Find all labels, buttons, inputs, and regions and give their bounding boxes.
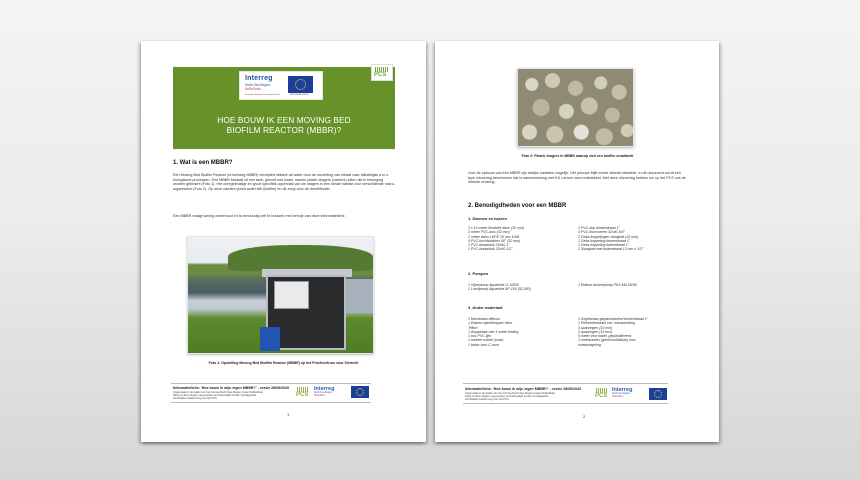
list-item: 1 Geka-koppeling binnendraad 1" — [578, 238, 631, 243]
photo-plastic-carriers — [517, 68, 634, 147]
footer-divider-bottom — [171, 402, 371, 403]
eu-label: EUROPEAN UNION — [290, 94, 309, 96]
list-item: 2 meter darm LDPE 15 mm 10x8 — [468, 234, 520, 239]
intro-paragraph: Een Moving Bed Biofilm Reactor (of kortweg MBBR) verwijdert stikstof uit water door de omzetting van nitraat naar stikstofgas d.m.v. biologische processen. Een MBBR bestaat uit een tank, gevuld met water, waarin plastic dragers (carriers) zitten die in beweging worden gebracht (Foto 1). Het onregelmatige en groot specifiek oppervlak van de dragers is een ideale habitat voor verschillende micro-organismen (Foto 2). Op deze carriers groeit actief slib (biofilm) en dit zorgt voor de denitrificatie. — [173, 173, 395, 191]
footer-pcs-logo — [296, 387, 310, 400]
footer-interreg-region: North Sea Region — [314, 392, 333, 394]
footer-title: Informatiefiche: 'Hoe bouw ik mijn eigen MBBR?' - versie 28/05/2020 — [465, 387, 582, 391]
list-item: 1 Geka-koppeling buitendraad 1" — [578, 243, 630, 248]
list-item: 1 bus PVC-lijm — [468, 334, 492, 339]
document-page-2 — [435, 41, 719, 442]
list-item: 1 PVC-dop binnendraad 1" — [578, 226, 620, 230]
list-item: 1 bidon voor C-bron — [468, 342, 499, 347]
footer-interreg-region: North Sea Region — [612, 393, 631, 395]
design-paragraph: Voor de opbouw van een MBBR zijn talrijke variaties mogelijk. Het principe blijft echter steeds hetzelfde. In dit document wordt één type uitvoering beschreven dat in samenwerking met KU Leuven werd ontwikkeld. Met deze uitvoering hebben we op het PCS ook de meeste ervaring. — [468, 171, 686, 185]
footer-interreg-project: NuReDrain — [612, 396, 624, 398]
footer-divider-top — [463, 383, 668, 384]
photo-1-caption: Foto 1: Opstelling Moving Bed Biofilm Reactor (MBBR) op het Proefcentrum voor Sierteelt — [208, 361, 359, 365]
list-item: 3 spanringen (32 mm) — [578, 325, 613, 330]
list-item: 3 meetsondes (geel/rood/blauw) voor — [578, 338, 636, 343]
list-item: 1 Slangtule met buitendraad 13 mm x 1/2" — [578, 247, 644, 252]
list-item: 4 PVC-doorvoeren 32x40-5/4" — [578, 230, 625, 235]
photo-2-caption: Foto 2: Plastic dragers in MBBR waarop zich een biofilm ontwikkelt — [521, 154, 634, 158]
footer-text — [173, 391, 263, 401]
footer-text — [465, 392, 555, 402]
list-item: niveauregeling — [578, 342, 601, 347]
footer-interreg-word: Interreg — [314, 386, 335, 392]
footer-divider-top — [171, 383, 371, 384]
pumps-list-left — [468, 283, 531, 292]
maintenance-paragraph: Een MBBR vraagt weinig onderhoud en is eenvoudig zelf te bouwen met behulp van deze informatiefiche. — [173, 214, 346, 218]
list-item: 2 Geka-koppelingen slangtule (32 mm) — [578, 234, 639, 239]
list-item: 1 Luchtpomp Aquaforte AP-100 (SC450) — [468, 287, 531, 292]
footer-line-3: schriftelijke toestemming van het PCS — [173, 397, 217, 401]
subsection-heading-pumps: 2. Pompen — [468, 271, 489, 276]
list-item: 1 Kogelkraan gegalvaniseerd binnendraad 1" — [578, 317, 648, 321]
eu-flag-icon — [288, 76, 313, 93]
hoses-list-left — [468, 226, 524, 252]
interreg-project: NuReDrain — [245, 87, 261, 91]
title-line-1: HOE BOUW IK EEN MOVING BED — [217, 115, 351, 125]
interreg-region: North Sea Region — [245, 83, 271, 87]
subsection-heading-other: 3. Ander materiaal — [468, 305, 503, 310]
footer-interreg-logo — [612, 387, 648, 401]
interreg-wordmark: Interreg — [245, 75, 273, 82]
list-item: Teflon — [468, 325, 478, 330]
page-number: 1 — [287, 412, 290, 417]
document-page-1 — [141, 41, 426, 442]
header-banner — [173, 67, 395, 149]
list-item: 1 Vijverpomp Aquaforte O-10000 — [468, 283, 519, 287]
interreg-logo — [239, 71, 323, 100]
page-number: 2 — [583, 414, 586, 419]
title-line-2: BIOFILM REACTOR (MBBR)? — [226, 125, 342, 135]
footer-pcs-text: PCS — [595, 393, 608, 399]
list-item: 1 druppelaar met 1 meter leiding — [468, 329, 519, 334]
footer-line-1: Opgemaakt in het kader van het Interreg North Sea Region project NuReDrain — [173, 391, 263, 394]
footer-divider-bottom — [463, 403, 668, 404]
photo-mbbr-setup — [187, 236, 374, 354]
subsection-heading-hoses: 1. Darmen en buizen — [468, 216, 507, 221]
other-list-left — [468, 317, 518, 347]
footer-eu-flag-icon — [649, 388, 667, 400]
interreg-fund: European Regional Development Fund — [245, 94, 280, 96]
list-item: 1 Etatron doseerpomp PKX-MA 05/05 — [578, 283, 637, 287]
footer-interreg-word: Interreg — [612, 387, 633, 393]
footer-line-2: Niets uit deze uitgave mag worden verveelvoudigd zonder voorafgaande — [465, 395, 549, 399]
footer-line-3: schriftelijke toestemming van het PCS — [465, 398, 509, 402]
list-item: 5 meter inox kabel, geplastificeerd — [578, 334, 632, 339]
footer-pcs-logo — [595, 388, 609, 401]
list-item: 2 spanringen (15 mm) — [578, 329, 613, 334]
pumps-list-right — [578, 283, 637, 287]
list-item: 2 x 10 meter flexibele darm (32 mm) — [468, 226, 525, 230]
document-title — [173, 115, 395, 135]
footer-pcs-text: PCS — [296, 392, 309, 398]
list-item: 1 PVC-draadstuk 32x40-1/2" — [468, 247, 513, 252]
footer-interreg-logo — [314, 386, 350, 400]
hoses-list-right — [578, 226, 643, 252]
list-item: 1 Elektriciteitskast incl. niveaumeting — [578, 321, 635, 326]
list-item: 1 PVC-draadstuk 32x40-1" — [468, 243, 510, 248]
footer-line-2: Niets uit deze uitgave mag worden verveelvoudigd zonder voorafgaande — [173, 394, 257, 398]
other-list-right — [578, 317, 648, 347]
pcs-logo — [371, 64, 393, 81]
footer-interreg-project: NuReDrain — [314, 395, 326, 397]
footer-line-1: Opgemaakt in het kader van het Interreg North Sea Region project NuReDrain — [465, 392, 555, 395]
list-item: 3 meter PVC-buis (32 mm) — [468, 230, 510, 235]
section-heading-2: 2. Benodigdheden voor een MBBR — [468, 203, 567, 209]
list-item: 1 Membraan diffusor — [468, 317, 501, 321]
footer-title: Informatiefiche: 'Hoe bouw ik mijn eigen MBBR?' - versie 28/05/2020 — [173, 386, 290, 390]
list-item: 1 Etatron injectienippel Viton — [468, 321, 513, 326]
pcs-logo-text: PCS — [374, 72, 387, 78]
section-heading-1: 1. Wat is een MBBR? — [173, 160, 233, 166]
list-item: 1 stekker rubber (man) — [468, 338, 504, 343]
footer-eu-flag-icon — [351, 386, 369, 398]
list-item: 4 PVC-bochtstukken 90° (32 mm) — [468, 238, 521, 243]
